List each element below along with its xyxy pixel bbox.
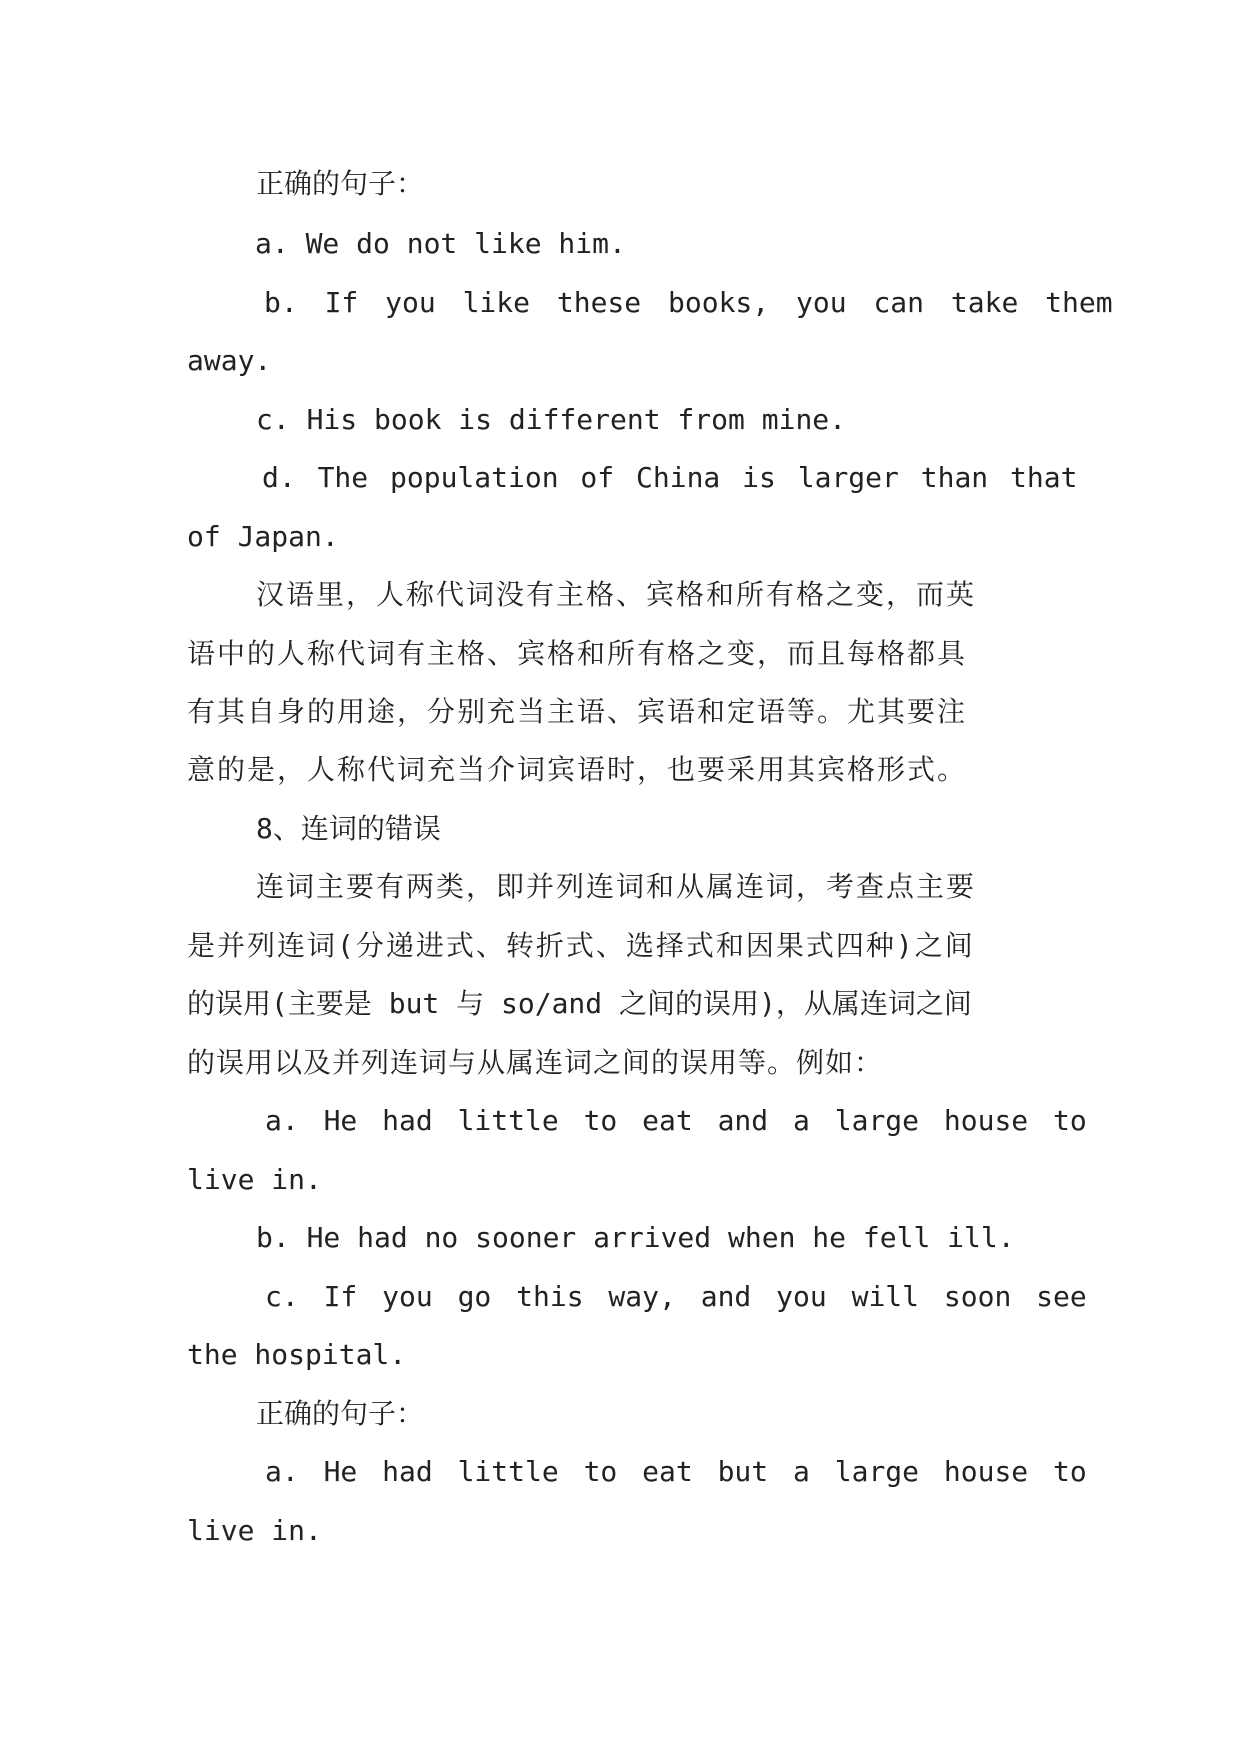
heading-correct-sentences-1: 正确的句子： xyxy=(256,167,425,200)
paragraph-line: 连词主要有两类，即并列连词和从属连词，考查点主要 xyxy=(256,870,977,903)
section-heading: 8、连词的错误 xyxy=(256,812,441,845)
example-sentence: a. He had little to eat and a large house to xyxy=(265,1104,1087,1137)
paragraph-line: 意的是，人称代词充当介词宾语时，也要采用其宾格形式。 xyxy=(187,753,968,786)
example-sentence: c. His book is different from mine. xyxy=(256,403,847,436)
example-sentence: a. We do not like him. xyxy=(255,227,626,260)
paragraph-line: 语中的人称代词有主格、宾格和所有格之变，而且每格都具 xyxy=(187,637,968,670)
paragraph-line: 是并列连词(分递进式、转折式、选择式和因果式四种)之间 xyxy=(187,929,975,962)
example-sentence: a. He had little to eat but a large house to xyxy=(265,1455,1087,1488)
example-sentence: b. If you like these books, you can take them xyxy=(264,286,1113,319)
paragraph-line: 汉语里，人称代词没有主格、宾格和所有格之变，而英 xyxy=(256,578,977,611)
paragraph-line: 的误用(主要是 but 与 so/and 之间的误用)，从属连词之间 xyxy=(187,987,972,1020)
paragraph-line: 的误用以及并列连词与从属连词之间的误用等。例如： xyxy=(187,1046,884,1079)
heading-correct-sentences-2: 正确的句子： xyxy=(256,1397,425,1430)
example-sentence-continuation: live in. xyxy=(187,1514,322,1547)
example-sentence: b. He had no sooner arrived when he fell ill. xyxy=(256,1221,1015,1254)
example-sentence: c. If you go this way, and you will soon see xyxy=(265,1280,1087,1313)
example-sentence-continuation: of Japan. xyxy=(187,520,339,553)
example-sentence: d. The population of China is larger than that xyxy=(262,461,1078,494)
example-sentence-continuation: live in. xyxy=(187,1163,322,1196)
example-sentence-continuation: the hospital. xyxy=(187,1338,407,1371)
example-sentence-continuation: away. xyxy=(187,344,272,377)
paragraph-line: 有其自身的用途，分别充当主语、宾语和定语等。尤其要注 xyxy=(187,695,968,728)
